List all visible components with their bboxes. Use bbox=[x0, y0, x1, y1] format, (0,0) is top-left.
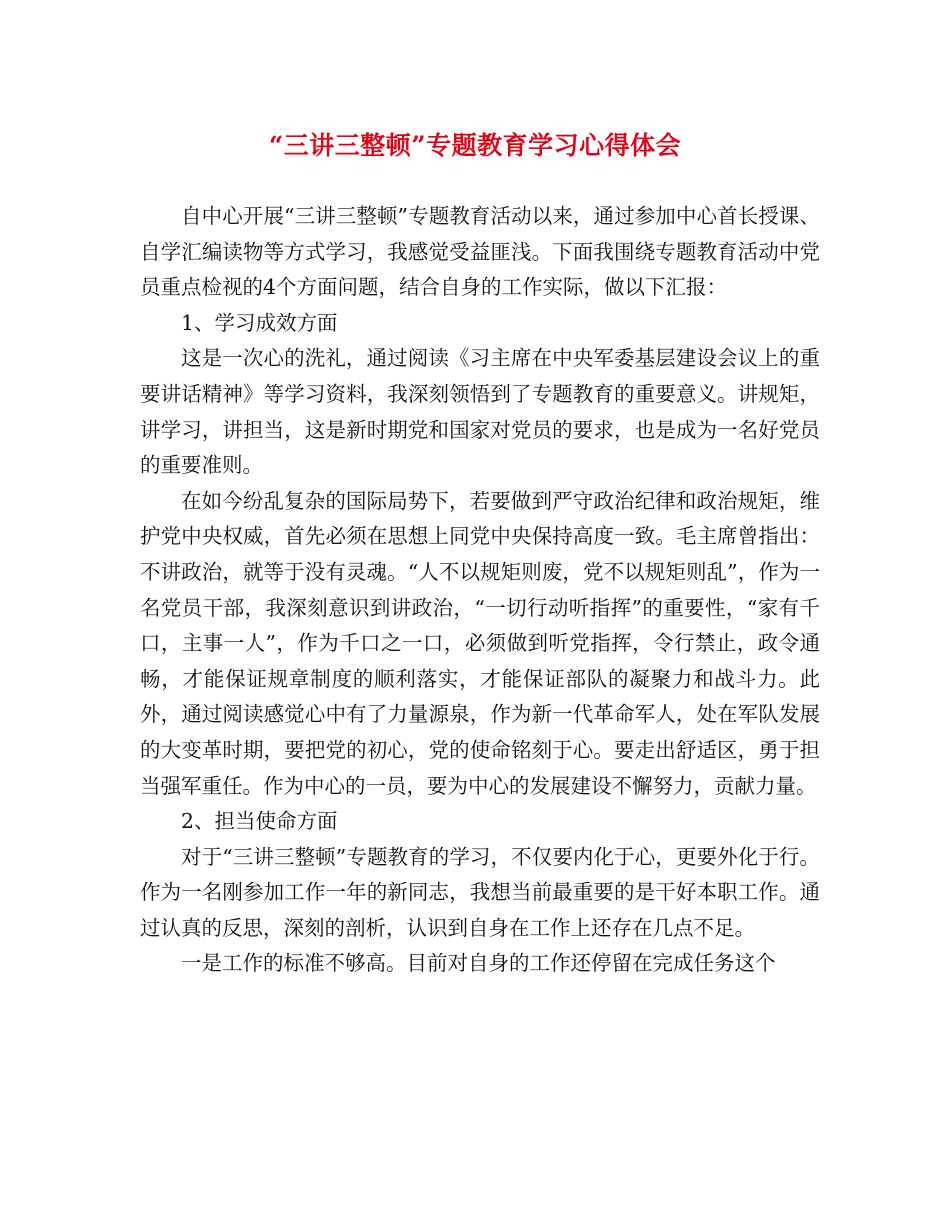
paragraph-learning-1: 这是一次心的洗礼，通过阅读《习主席在中央军委基层建设会议上的重要讲话精神》等学习资料，我深刻领悟到了专题教育的重要意义。讲规矩，讲学习，讲担当，这是新时期党和国家对党员的要求，也是成为一名好党员的重要准则。 bbox=[140, 346, 820, 478]
section-heading-mission: 2、担当使命方面 bbox=[181, 809, 338, 834]
paragraph-learning-2: 在如今纷乱复杂的国际局势下，若要做到严守政治纪律和政治规矩，维护党中央权威，首先必须在思想上同党中央保持高度一致。毛主席曾指出：不讲政治，就等于没有灵魂。“人不以规矩则废，党不以规矩则乱”，作为一名党员干部，我深刻意识到讲政治，“一切行动听指挥”的重要性，“家有千口，主事一人”，作为千口之一口，必须做到听党指挥，令行禁止，政令通畅，才能保证规章制度的顺利落实，才能保证部队的凝聚力和战斗力。此外，通过阅读感觉心中有了力量源泉，作为新一代革命军人，处在军队发展的大变革时期，要把党的初心，党的使命铭刻于心。要走出舒适区，勇于担当强军重任。作为中心的一员，要为中心的发展建设不懈努力，贡献力量。 bbox=[140, 488, 820, 798]
paragraph-mission-2: 一是工作的标准不够高。目前对自身的工作还停留在完成任务这个 bbox=[181, 951, 776, 976]
section-heading-learning: 1、学习成效方面 bbox=[181, 310, 338, 335]
document-body bbox=[140, 199, 820, 982]
paragraph-intro: 自中心开展“三讲三整顿”专题教育活动以来，通过参加中心首长授课、自学汇编读物等方式学习，我感觉受益匪浅。下面我围绕专题教育活动中党员重点检视的4个方面问题，结合自身的工作实际，做以下汇报： bbox=[140, 204, 820, 300]
paragraph-mission-1: 对于“三讲三整顿”专题教育的学习，不仅要内化于心，更要外化于行。作为一名刚参加工作一年的新同志，我想当前最重要的是干好本职工作。通过认真的反思，深刻的剖析，认识到自身在工作上还存在几点不足。 bbox=[140, 844, 820, 940]
document-title: “三讲三整顿”专题教育学习心得体会 bbox=[268, 131, 682, 160]
